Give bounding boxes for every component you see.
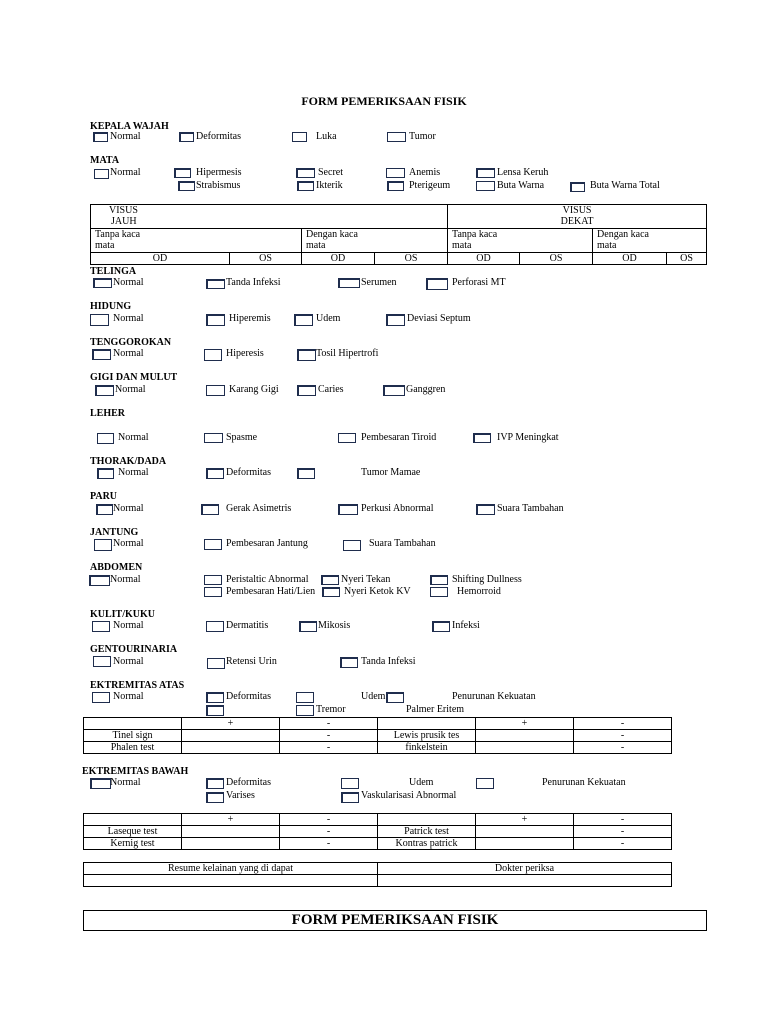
bawah-test-plus-4[interactable] <box>476 838 574 850</box>
visus-od-2[interactable]: OD <box>302 253 375 265</box>
checkbox-gigi-ganggren[interactable] <box>383 385 405 396</box>
checkbox-mata-anemis[interactable] <box>386 168 405 178</box>
dokter-header: Dokter periksa <box>378 863 672 875</box>
visus-jauh-header <box>91 205 448 229</box>
label-bawah-varises: Varises <box>226 790 255 801</box>
bawah-test-name-2: Patrick test <box>378 826 476 838</box>
visus-dekat-dengan <box>593 229 707 253</box>
section-heading-bawah: EKTREMITAS BAWAH <box>82 766 189 777</box>
atas-test-name-2: Lewis prusik tes <box>378 730 476 742</box>
label-bawah-vaskular: Vaskularisasi Abnormal <box>361 790 457 801</box>
label-atas-penurunan: Penurunan Kekuatan <box>452 691 536 702</box>
visus-os-3[interactable]: OS <box>520 253 593 265</box>
checkbox-telinga-perforasi[interactable] <box>426 278 448 290</box>
visus-dekat-dengan-l2: mata <box>597 240 617 251</box>
checkbox-abdomen-nyeri-tekan[interactable] <box>321 575 339 585</box>
checkbox-tenggorokan-hiperesis[interactable] <box>204 349 222 361</box>
checkbox-gigi-normal[interactable] <box>95 385 114 396</box>
visus-jauh-label: VISUS <box>109 205 138 216</box>
checkbox-atas-deformitas[interactable] <box>206 692 224 703</box>
label-kepala-deformitas: Deformitas <box>196 131 241 142</box>
checkbox-abdomen-ketok[interactable] <box>322 587 340 597</box>
label-jantung-pembesaran: Pembesaran Jantung <box>226 538 308 549</box>
checkbox-hidung-hiperemis[interactable] <box>206 314 225 326</box>
checkbox-bawah-vaskular[interactable] <box>341 792 359 803</box>
label-hidung-normal: Normal <box>113 313 144 324</box>
label-atas-tremor: Tremor <box>316 704 346 715</box>
bawah-head-empty-2 <box>378 814 476 826</box>
label-paru-perkusi: Perkusi Abnormal <box>361 503 434 514</box>
atas-test-minus-3[interactable]: - <box>280 742 378 754</box>
checkbox-thorak-deformitas[interactable] <box>206 468 224 479</box>
label-abdomen-peristaltic: Peristaltic Abnormal <box>226 574 309 585</box>
checkbox-mata-buta-warna[interactable] <box>476 181 495 191</box>
checkbox-hidung-udem[interactable] <box>294 314 313 326</box>
checkbox-mata-ikterik[interactable] <box>297 181 314 191</box>
table-row <box>84 838 672 850</box>
section-heading-kulit: KULIT/KUKU <box>90 609 156 620</box>
checkbox-atas-normal[interactable] <box>92 692 110 703</box>
bawah-test-plus-1[interactable] <box>182 826 280 838</box>
label-mata-buta-warna: Buta Warna <box>497 180 545 191</box>
label-kulit-dermatitis: Dermatitis <box>226 620 269 631</box>
checkbox-leher-normal[interactable] <box>97 433 114 444</box>
bawah-test-name-4: Kontras patrick <box>378 838 476 850</box>
label-mata-lensa-keruh: Lensa Keruh <box>497 167 549 178</box>
label-mata-ikterik: Ikterik <box>316 180 343 191</box>
checkbox-kepala-normal[interactable] <box>93 132 108 142</box>
label-leher-spasme: Spasme <box>226 432 258 443</box>
visus-dekat-header <box>448 205 707 229</box>
visus-dekat-dengan-l1: Dengan kaca <box>597 229 649 240</box>
label-gento-infeksi: Tanda Infeksi <box>361 656 416 667</box>
checkbox-leher-spasme[interactable] <box>204 433 223 443</box>
label-abdomen-shifting: Shifting Dullness <box>452 574 522 585</box>
label-gigi-normal: Normal <box>115 384 146 395</box>
table-row <box>84 826 672 838</box>
label-thorak-normal: Normal <box>118 467 149 478</box>
checkbox-atas-tremor[interactable] <box>296 705 314 716</box>
checkbox-hidung-normal[interactable] <box>90 314 109 326</box>
visus-jauh-dengan-l1: Dengan kaca <box>306 229 358 240</box>
label-mata-hipermesis: Hipermesis <box>196 167 242 178</box>
label-abdomen-hati: Pembesaran Hati/Lien <box>226 586 316 597</box>
section-heading-paru: PARU <box>90 491 118 502</box>
checkbox-abdomen-normal[interactable] <box>89 575 110 586</box>
label-kepala-luka: Luka <box>316 131 337 142</box>
visus-dekat-label2: DEKAT <box>560 216 594 227</box>
checkbox-atas-udem[interactable] <box>296 692 314 703</box>
atas-test-name-3: Phalen test <box>84 742 182 754</box>
visus-jauh-tanpa-l1: Tanpa kaca <box>95 229 141 240</box>
checkbox-kulit-dermatitis[interactable] <box>206 621 224 632</box>
label-mata-pterigeum: Pterigeum <box>409 180 451 191</box>
atas-test-plus-3[interactable] <box>182 742 280 754</box>
atas-head-empty-2 <box>378 718 476 730</box>
label-gigi-ganggren: Ganggren <box>406 384 446 395</box>
bawah-head-plus-1: + <box>182 814 280 826</box>
checkbox-thorak-normal[interactable] <box>97 468 114 479</box>
bawah-test-name-3: Kernig test <box>84 838 182 850</box>
checkbox-gigi-caries[interactable] <box>297 385 316 396</box>
checkbox-jantung-suara[interactable] <box>343 540 361 551</box>
label-paru-suara: Suara Tambahan <box>497 503 564 514</box>
checkbox-leher-ivp[interactable] <box>473 433 491 443</box>
checkbox-mata-buta-warna-total[interactable] <box>570 182 585 192</box>
table-row <box>84 742 672 754</box>
visus-dekat-tanpa-l2: mata <box>452 240 472 251</box>
checkbox-atas-penurunan[interactable] <box>386 692 404 703</box>
visus-dekat-label: VISUS <box>562 205 592 216</box>
label-tenggorokan-normal: Normal <box>113 348 144 359</box>
label-hidung-deviasi: Deviasi Septum <box>407 313 471 324</box>
visus-jauh-dengan <box>302 229 448 253</box>
checkbox-thorak-tumor[interactable] <box>297 468 315 479</box>
visus-jauh-tanpa <box>91 229 302 253</box>
atas-head-plus-2: + <box>476 718 574 730</box>
checkbox-kulit-normal[interactable] <box>92 621 110 632</box>
visus-od-4[interactable]: OD <box>593 253 667 265</box>
label-thorak-deformitas: Deformitas <box>226 467 271 478</box>
checkbox-bawah-udem[interactable] <box>341 778 359 789</box>
checkbox-telinga-serumen[interactable] <box>338 278 360 288</box>
visus-jauh-tanpa-l2: mata <box>95 240 115 251</box>
checkbox-kulit-infeksi[interactable] <box>432 621 450 632</box>
atas-test-plus-1[interactable] <box>182 730 280 742</box>
checkbox-bawah-penurunan[interactable] <box>476 778 494 789</box>
visus-os-4[interactable]: OS <box>667 253 707 265</box>
checkbox-gento-retensi[interactable] <box>207 658 225 669</box>
label-tenggorokan-tonsil: Tosil Hipertrofi <box>316 348 379 359</box>
checkbox-telinga-normal[interactable] <box>93 278 112 288</box>
visus-od-1[interactable]: OD <box>91 253 230 265</box>
visus-jauh-dengan-l2: mata <box>306 240 326 251</box>
section-heading-atas: EKTREMITAS ATAS <box>90 680 185 691</box>
label-mata-normal: Normal <box>110 167 141 178</box>
checkbox-abdomen-peristaltic[interactable] <box>204 575 222 585</box>
checkbox-mata-lensa-keruh[interactable] <box>476 168 495 178</box>
bawah-test-table <box>83 813 672 850</box>
atas-head-plus-1: + <box>182 718 280 730</box>
label-mata-secret: Secret <box>318 167 343 178</box>
label-gento-retensi: Retensi Urin <box>226 656 277 667</box>
table-row <box>84 730 672 742</box>
checkbox-leher-tiroid[interactable] <box>338 433 356 443</box>
checkbox-jantung-normal[interactable] <box>94 539 112 551</box>
atas-test-plus-2[interactable] <box>476 730 574 742</box>
visus-dekat-tanpa <box>448 229 593 253</box>
bawah-test-minus-4[interactable]: - <box>574 838 672 850</box>
label-gigi-caries: Caries <box>318 384 344 395</box>
label-kulit-mikosis: Mikosis <box>318 620 351 631</box>
label-bawah-normal: Normal <box>110 777 141 788</box>
atas-test-name-4: finkelstein <box>378 742 476 754</box>
bawah-head-empty-1 <box>84 814 182 826</box>
checkbox-paru-normal[interactable] <box>96 504 113 515</box>
bawah-test-name-1: Laseque test <box>84 826 182 838</box>
label-telinga-perforasi: Perforasi MT <box>452 277 506 288</box>
label-kepala-normal: Normal <box>110 131 141 142</box>
label-bawah-udem: Udem <box>409 777 434 788</box>
checkbox-kepala-tumor[interactable] <box>387 132 406 142</box>
label-paru-normal: Normal <box>113 503 144 514</box>
label-jantung-suara: Suara Tambahan <box>369 538 436 549</box>
bawah-test-plus-3[interactable] <box>182 838 280 850</box>
dokter-field[interactable] <box>378 875 672 887</box>
checkbox-mata-secret[interactable] <box>296 168 315 178</box>
label-hidung-udem: Udem <box>316 313 341 324</box>
checkbox-mata-normal[interactable] <box>94 169 109 179</box>
checkbox-mata-strabismus[interactable] <box>178 181 195 191</box>
bawah-test-minus-3[interactable]: - <box>280 838 378 850</box>
label-gento-normal: Normal <box>113 656 144 667</box>
label-abdomen-hemorroid: Hemorroid <box>457 586 501 597</box>
checkbox-tenggorokan-normal[interactable] <box>92 349 111 360</box>
visus-dekat-tanpa-l1: Tanpa kaca <box>452 229 498 240</box>
label-abdomen-ketok: Nyeri Ketok KV <box>344 586 411 597</box>
visus-jauh-label2: JAUH <box>111 216 137 227</box>
label-telinga-normal: Normal <box>113 277 144 288</box>
checkbox-kepala-deformitas[interactable] <box>179 132 194 142</box>
label-hidung-hiperemis: Hiperemis <box>229 313 271 324</box>
label-abdomen-nyeri-tekan: Nyeri Tekan <box>341 574 391 585</box>
checkbox-gento-normal[interactable] <box>93 656 111 667</box>
label-abdomen-normal: Normal <box>110 574 141 585</box>
label-mata-anemis: Anemis <box>409 167 441 178</box>
section-heading-leher: LEHER <box>90 408 126 419</box>
label-tenggorokan-hiperesis: Hiperesis <box>226 348 264 359</box>
checkbox-paru-perkusi[interactable] <box>338 504 358 515</box>
label-mata-buta-warna-total: Buta Warna Total <box>590 180 660 191</box>
checkbox-bawah-normal[interactable] <box>90 778 111 789</box>
checkbox-bawah-varises[interactable] <box>206 792 224 803</box>
section-heading-mata: MATA <box>90 155 120 166</box>
section-heading-hidung: HIDUNG <box>90 301 132 312</box>
checkbox-telinga-tanda-infeksi[interactable] <box>206 279 225 289</box>
atas-test-minus-1[interactable]: - <box>280 730 378 742</box>
atas-head-minus-1: - <box>280 718 378 730</box>
checkbox-jantung-pembesaran[interactable] <box>204 539 222 550</box>
section-heading-jantung: JANTUNG <box>90 527 139 538</box>
label-bawah-penurunan: Penurunan Kekuatan <box>542 777 626 788</box>
label-atas-palmer: Palmer Eritem <box>406 704 465 715</box>
atas-test-minus-4[interactable]: - <box>574 742 672 754</box>
checkbox-tenggorokan-tonsil[interactable] <box>297 349 316 361</box>
checkbox-bawah-deformitas[interactable] <box>206 778 224 789</box>
checkbox-kulit-mikosis[interactable] <box>299 621 317 632</box>
checkbox-abdomen-hati[interactable] <box>204 587 222 597</box>
checkbox-paru-gerak[interactable] <box>201 504 219 515</box>
section-heading-tenggorokan: TENGGOROKAN <box>90 337 172 348</box>
bawah-head-minus-2: - <box>574 814 672 826</box>
checkbox-gento-infeksi[interactable] <box>340 657 358 668</box>
atas-test-plus-4[interactable] <box>476 742 574 754</box>
label-atas-udem: Udem <box>361 691 386 702</box>
label-telinga-tanda-infeksi: Tanda Infeksi <box>226 277 281 288</box>
visus-od-3[interactable]: OD <box>448 253 520 265</box>
bawah-test-plus-2[interactable] <box>476 826 574 838</box>
checkbox-mata-pterigeum[interactable] <box>387 181 404 191</box>
atas-head-empty-1 <box>84 718 182 730</box>
checkbox-mata-hipermesis[interactable] <box>174 168 191 178</box>
resume-field[interactable] <box>84 875 378 887</box>
section-heading-gigi: GIGI DAN MULUT <box>90 372 178 383</box>
section-heading-gento: GENTOURINARIA <box>90 644 178 655</box>
label-atas-normal: Normal <box>113 691 144 702</box>
section-heading-abdomen: ABDOMEN <box>90 562 143 573</box>
section-heading-telinga: TELINGA <box>90 266 137 277</box>
checkbox-abdomen-shifting[interactable] <box>430 575 448 585</box>
label-kulit-normal: Normal <box>113 620 144 631</box>
checkbox-atas-row2-a[interactable] <box>206 705 224 716</box>
label-kulit-infeksi: Infeksi <box>452 620 480 631</box>
resume-header: Resume kelainan yang di dapat <box>84 863 378 875</box>
label-mata-strabismus: Strabismus <box>196 180 241 191</box>
label-leher-tiroid: Pembesaran Tiroid <box>361 432 437 443</box>
visus-os-1[interactable]: OS <box>230 253 302 265</box>
section-heading-kepala: KEPALA WAJAH <box>90 121 169 132</box>
label-leher-normal: Normal <box>118 432 149 443</box>
bawah-test-minus-2[interactable]: - <box>574 826 672 838</box>
visus-os-2[interactable]: OS <box>375 253 448 265</box>
label-thorak-tumor: Tumor Mamae <box>361 467 421 478</box>
bawah-test-minus-1[interactable]: - <box>280 826 378 838</box>
label-paru-gerak: Gerak Asimetris <box>226 503 292 514</box>
checkbox-gigi-karang[interactable] <box>206 385 225 396</box>
checkbox-hidung-deviasi[interactable] <box>386 314 405 326</box>
atas-test-table <box>83 717 672 754</box>
label-gigi-karang: Karang Gigi <box>229 384 279 395</box>
atas-head-minus-2: - <box>574 718 672 730</box>
label-jantung-normal: Normal <box>113 538 144 549</box>
atas-test-name-1: Tinel sign <box>84 730 182 742</box>
section-heading-thorak: THORAK/DADA <box>90 456 167 467</box>
bawah-head-minus-1: - <box>280 814 378 826</box>
label-leher-ivp: IVP Meningkat <box>497 432 559 443</box>
visus-table <box>90 204 707 265</box>
label-atas-deformitas: Deformitas <box>226 691 271 702</box>
footer-title: FORM PEMERIKSAAN FISIK <box>83 910 707 931</box>
label-telinga-serumen: Serumen <box>361 277 397 288</box>
checkbox-paru-suara[interactable] <box>476 504 495 515</box>
atas-test-minus-2[interactable]: - <box>574 730 672 742</box>
page-title: FORM PEMERIKSAAN FISIK <box>301 94 467 108</box>
checkbox-abdomen-hemorroid[interactable] <box>430 587 448 597</box>
resume-table <box>83 862 672 887</box>
checkbox-kepala-luka[interactable] <box>292 132 307 142</box>
label-bawah-deformitas: Deformitas <box>226 777 271 788</box>
bawah-head-plus-2: + <box>476 814 574 826</box>
label-kepala-tumor: Tumor <box>409 131 436 142</box>
